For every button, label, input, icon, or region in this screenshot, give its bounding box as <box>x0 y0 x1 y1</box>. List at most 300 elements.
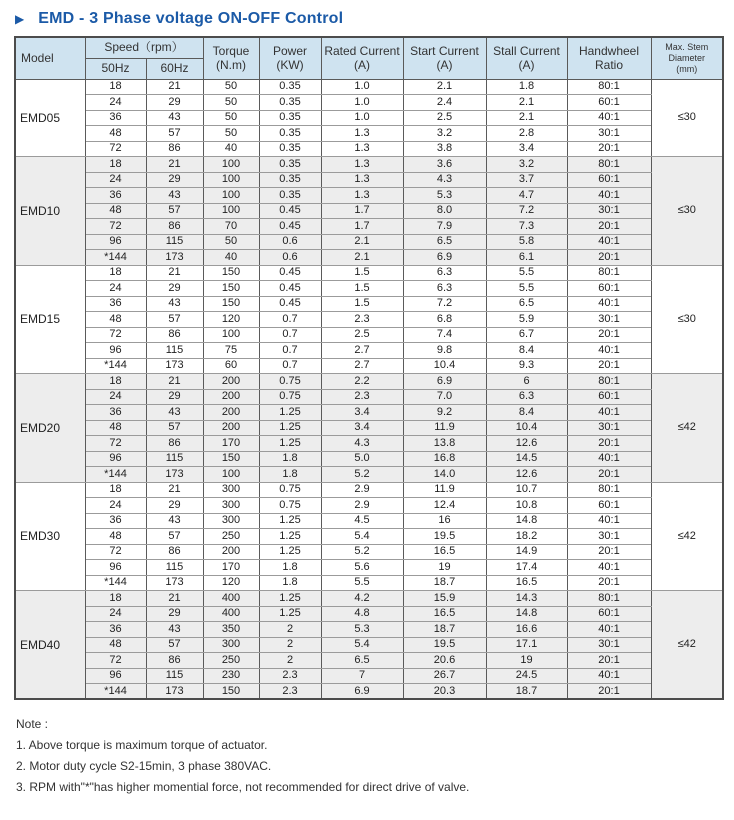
cell-rated-current: 1.3 <box>321 157 403 173</box>
cell-handwheel-ratio: 30:1 <box>567 420 651 436</box>
section-title-row <box>0 0 734 28</box>
cell-stall-current: 9.3 <box>486 358 567 374</box>
header-power <box>259 37 321 79</box>
cell-power: 1.25 <box>259 420 321 436</box>
cell-torque: 230 <box>203 668 259 684</box>
cell-power: 2.3 <box>259 684 321 700</box>
cell-torque: 150 <box>203 684 259 700</box>
cell-start-current: 7.4 <box>403 327 486 343</box>
cell-start-current: 2.4 <box>403 95 486 111</box>
cell-speed-60hz: 57 <box>146 529 203 545</box>
cell-stall-current: 19 <box>486 653 567 669</box>
cell-rated-current: 5.2 <box>321 544 403 560</box>
cell-handwheel-ratio: 30:1 <box>567 312 651 328</box>
table-row <box>15 513 723 529</box>
table-row <box>15 637 723 653</box>
cell-rated-current: 2.2 <box>321 374 403 390</box>
cell-speed-60hz: 21 <box>146 157 203 173</box>
cell-stall-current: 8.4 <box>486 405 567 421</box>
cell-torque: 100 <box>203 172 259 188</box>
table-row <box>15 498 723 514</box>
cell-speed-50hz: 96 <box>85 343 146 359</box>
cell-speed-50hz: 72 <box>85 436 146 452</box>
cell-stall-current: 5.5 <box>486 265 567 281</box>
table-row <box>15 312 723 328</box>
header-60hz: 60Hz <box>146 58 203 79</box>
cell-speed-50hz: 18 <box>85 265 146 281</box>
cell-torque: 350 <box>203 622 259 638</box>
cell-speed-60hz: 57 <box>146 126 203 142</box>
cell-torque: 150 <box>203 296 259 312</box>
cell-start-current: 9.2 <box>403 405 486 421</box>
cell-power: 1.25 <box>259 544 321 560</box>
max-stem-cell: ≤42 <box>651 591 723 700</box>
cell-speed-50hz: 24 <box>85 389 146 405</box>
cell-stall-current: 3.2 <box>486 157 567 173</box>
cell-speed-50hz: 36 <box>85 188 146 204</box>
cell-rated-current: 5.4 <box>321 529 403 545</box>
header-max-stem-line1: Max. Stem <box>665 42 709 53</box>
cell-power: 1.25 <box>259 529 321 545</box>
cell-handwheel-ratio: 30:1 <box>567 529 651 545</box>
cell-rated-current: 2.3 <box>321 312 403 328</box>
header-stall-current-line1: Stall Current <box>493 43 560 58</box>
cell-handwheel-ratio: 40:1 <box>567 622 651 638</box>
cell-power: 0.45 <box>259 219 321 235</box>
cell-rated-current: 2.5 <box>321 327 403 343</box>
cell-handwheel-ratio: 30:1 <box>567 126 651 142</box>
cell-start-current: 7.2 <box>403 296 486 312</box>
table-row <box>15 95 723 111</box>
table-row <box>15 482 723 498</box>
cell-speed-60hz: 173 <box>146 575 203 591</box>
cell-torque: 150 <box>203 265 259 281</box>
header-rated-current <box>321 37 403 79</box>
cell-rated-current: 5.6 <box>321 560 403 576</box>
cell-start-current: 6.3 <box>403 265 486 281</box>
cell-power: 0.7 <box>259 312 321 328</box>
cell-power: 0.35 <box>259 110 321 126</box>
cell-speed-50hz: 48 <box>85 637 146 653</box>
cell-stall-current: 10.4 <box>486 420 567 436</box>
table-row <box>15 606 723 622</box>
header-stall-current <box>486 37 567 79</box>
header-rated-current-line2: (A) <box>354 58 370 73</box>
cell-speed-50hz: 96 <box>85 560 146 576</box>
table-row <box>15 529 723 545</box>
cell-speed-60hz: 21 <box>146 79 203 95</box>
cell-handwheel-ratio: 30:1 <box>567 203 651 219</box>
cell-power: 2 <box>259 622 321 638</box>
cell-start-current: 3.2 <box>403 126 486 142</box>
cell-power: 1.25 <box>259 436 321 452</box>
cell-torque: 60 <box>203 358 259 374</box>
cell-power: 1.25 <box>259 606 321 622</box>
cell-speed-50hz: 72 <box>85 653 146 669</box>
cell-rated-current: 1.0 <box>321 95 403 111</box>
table-row <box>15 126 723 142</box>
cell-rated-current: 6.5 <box>321 653 403 669</box>
cell-stall-current: 5.9 <box>486 312 567 328</box>
cell-stall-current: 8.4 <box>486 343 567 359</box>
note-label: Note : <box>16 717 49 731</box>
cell-speed-60hz: 43 <box>146 513 203 529</box>
cell-power: 0.6 <box>259 234 321 250</box>
cell-start-current: 20.6 <box>403 653 486 669</box>
cell-stall-current: 5.5 <box>486 281 567 297</box>
cell-stall-current: 10.8 <box>486 498 567 514</box>
table-row <box>15 110 723 126</box>
cell-rated-current: 1.7 <box>321 203 403 219</box>
cell-power: 0.45 <box>259 265 321 281</box>
table-row <box>15 684 723 700</box>
cell-rated-current: 2.1 <box>321 234 403 250</box>
cell-rated-current: 1.7 <box>321 219 403 235</box>
cell-speed-60hz: 115 <box>146 560 203 576</box>
cell-rated-current: 1.0 <box>321 110 403 126</box>
cell-stall-current: 2.1 <box>486 110 567 126</box>
cell-power: 0.7 <box>259 358 321 374</box>
cell-torque: 200 <box>203 420 259 436</box>
table-row <box>15 436 723 452</box>
cell-power: 0.75 <box>259 374 321 390</box>
cell-power: 1.25 <box>259 591 321 607</box>
cell-handwheel-ratio: 40:1 <box>567 405 651 421</box>
cell-speed-50hz: 36 <box>85 110 146 126</box>
cell-speed-60hz: 173 <box>146 358 203 374</box>
table-row <box>15 157 723 173</box>
cell-handwheel-ratio: 40:1 <box>567 560 651 576</box>
cell-stall-current: 7.3 <box>486 219 567 235</box>
cell-start-current: 19.5 <box>403 637 486 653</box>
header-power-line2: (KW) <box>276 58 304 73</box>
cell-torque: 50 <box>203 95 259 111</box>
cell-power: 1.25 <box>259 513 321 529</box>
cell-stall-current: 3.7 <box>486 172 567 188</box>
header-stall-current-line2: (A) <box>518 58 535 73</box>
cell-start-current: 14.0 <box>403 467 486 483</box>
cell-stall-current: 14.8 <box>486 606 567 622</box>
cell-stall-current: 14.5 <box>486 451 567 467</box>
cell-torque: 70 <box>203 219 259 235</box>
cell-start-current: 26.7 <box>403 668 486 684</box>
cell-rated-current: 2.7 <box>321 343 403 359</box>
table-row <box>15 544 723 560</box>
cell-speed-50hz: 24 <box>85 281 146 297</box>
cell-speed-50hz: 72 <box>85 141 146 157</box>
cell-handwheel-ratio: 40:1 <box>567 513 651 529</box>
cell-handwheel-ratio: 60:1 <box>567 172 651 188</box>
table-row <box>15 219 723 235</box>
cell-handwheel-ratio: 60:1 <box>567 606 651 622</box>
cell-power: 0.75 <box>259 482 321 498</box>
cell-stall-current: 14.3 <box>486 591 567 607</box>
cell-speed-60hz: 43 <box>146 296 203 312</box>
table-row <box>15 79 723 95</box>
cell-stall-current: 6.5 <box>486 296 567 312</box>
cell-start-current: 6.8 <box>403 312 486 328</box>
cell-speed-60hz: 86 <box>146 653 203 669</box>
table-row <box>15 591 723 607</box>
cell-power: 1.25 <box>259 405 321 421</box>
cell-start-current: 2.5 <box>403 110 486 126</box>
cell-power: 0.45 <box>259 281 321 297</box>
cell-rated-current: 5.4 <box>321 637 403 653</box>
cell-speed-60hz: 21 <box>146 482 203 498</box>
note-item-3: 3. RPM with"*"has higher momential force, not recommended for direct drive of valve. <box>16 780 470 795</box>
table-row <box>15 281 723 297</box>
cell-torque: 250 <box>203 529 259 545</box>
header-model: Model <box>15 37 85 79</box>
cell-speed-60hz: 173 <box>146 467 203 483</box>
cell-stall-current: 16.5 <box>486 575 567 591</box>
header-handwheel-line2: Ratio <box>594 58 623 73</box>
cell-stall-current: 1.8 <box>486 79 567 95</box>
cell-handwheel-ratio: 80:1 <box>567 157 651 173</box>
cell-power: 0.35 <box>259 157 321 173</box>
cell-power: 0.35 <box>259 79 321 95</box>
cell-start-current: 19 <box>403 560 486 576</box>
cell-rated-current: 2.9 <box>321 498 403 514</box>
notes-section <box>16 717 734 796</box>
cell-speed-60hz: 57 <box>146 312 203 328</box>
cell-speed-60hz: 57 <box>146 420 203 436</box>
cell-power: 1.8 <box>259 575 321 591</box>
cell-rated-current: 5.2 <box>321 467 403 483</box>
cell-speed-50hz: *144 <box>85 467 146 483</box>
cell-power: 0.45 <box>259 203 321 219</box>
cell-speed-50hz: *144 <box>85 575 146 591</box>
cell-torque: 170 <box>203 436 259 452</box>
cell-torque: 100 <box>203 188 259 204</box>
cell-torque: 300 <box>203 513 259 529</box>
cell-speed-50hz: 96 <box>85 451 146 467</box>
cell-stall-current: 4.7 <box>486 188 567 204</box>
cell-speed-60hz: 86 <box>146 141 203 157</box>
table-row <box>15 560 723 576</box>
header-max-stem-diameter <box>651 37 723 79</box>
cell-stall-current: 12.6 <box>486 436 567 452</box>
cell-start-current: 6.5 <box>403 234 486 250</box>
cell-handwheel-ratio: 60:1 <box>567 281 651 297</box>
cell-handwheel-ratio: 20:1 <box>567 653 651 669</box>
model-cell: EMD05 <box>15 79 85 157</box>
cell-start-current: 3.6 <box>403 157 486 173</box>
cell-rated-current: 5.5 <box>321 575 403 591</box>
table-row <box>15 141 723 157</box>
cell-power: 1.8 <box>259 560 321 576</box>
cell-speed-60hz: 29 <box>146 95 203 111</box>
spec-table <box>14 36 724 700</box>
cell-stall-current: 18.7 <box>486 684 567 700</box>
cell-speed-50hz: 72 <box>85 219 146 235</box>
table-row <box>15 622 723 638</box>
table-row <box>15 389 723 405</box>
table-row <box>15 358 723 374</box>
note-item-2: 2. Motor duty cycle S2-15min, 3 phase 380VAC. <box>16 759 272 774</box>
table-row <box>15 327 723 343</box>
cell-torque: 100 <box>203 327 259 343</box>
cell-stall-current: 14.8 <box>486 513 567 529</box>
cell-speed-50hz: *144 <box>85 250 146 266</box>
cell-power: 0.35 <box>259 95 321 111</box>
cell-speed-50hz: 18 <box>85 374 146 390</box>
header-handwheel-line1: Handwheel <box>578 43 640 58</box>
header-torque-line2: (N.m) <box>216 58 246 73</box>
cell-speed-50hz: 72 <box>85 544 146 560</box>
cell-rated-current: 6.9 <box>321 684 403 700</box>
cell-rated-current: 4.8 <box>321 606 403 622</box>
cell-stall-current: 10.7 <box>486 482 567 498</box>
cell-speed-60hz: 115 <box>146 668 203 684</box>
cell-handwheel-ratio: 60:1 <box>567 389 651 405</box>
cell-start-current: 10.4 <box>403 358 486 374</box>
header-50hz: 50Hz <box>85 58 146 79</box>
cell-power: 0.35 <box>259 188 321 204</box>
cell-speed-60hz: 29 <box>146 172 203 188</box>
cell-speed-60hz: 21 <box>146 374 203 390</box>
max-stem-cell: ≤30 <box>651 157 723 266</box>
cell-start-current: 16 <box>403 513 486 529</box>
cell-handwheel-ratio: 20:1 <box>567 544 651 560</box>
table-row <box>15 467 723 483</box>
model-cell: EMD20 <box>15 374 85 483</box>
cell-torque: 400 <box>203 591 259 607</box>
cell-speed-50hz: 24 <box>85 172 146 188</box>
cell-start-current: 19.5 <box>403 529 486 545</box>
cell-rated-current: 7 <box>321 668 403 684</box>
cell-stall-current: 6.3 <box>486 389 567 405</box>
cell-power: 0.45 <box>259 296 321 312</box>
cell-power: 0.35 <box>259 126 321 142</box>
cell-power: 1.8 <box>259 467 321 483</box>
cell-stall-current: 14.9 <box>486 544 567 560</box>
triangle-bullet-icon: ▶ <box>15 12 25 26</box>
cell-rated-current: 3.4 <box>321 420 403 436</box>
header-start-current-line1: Start Current <box>410 43 479 58</box>
cell-speed-50hz: 18 <box>85 482 146 498</box>
cell-speed-60hz: 43 <box>146 405 203 421</box>
table-row <box>15 653 723 669</box>
cell-speed-50hz: 36 <box>85 296 146 312</box>
table-row <box>15 250 723 266</box>
cell-power: 0.75 <box>259 498 321 514</box>
table-row <box>15 405 723 421</box>
cell-handwheel-ratio: 20:1 <box>567 467 651 483</box>
cell-torque: 120 <box>203 312 259 328</box>
cell-rated-current: 4.3 <box>321 436 403 452</box>
cell-power: 0.35 <box>259 141 321 157</box>
cell-power: 2.3 <box>259 668 321 684</box>
model-cell: EMD10 <box>15 157 85 266</box>
cell-speed-60hz: 43 <box>146 110 203 126</box>
cell-start-current: 12.4 <box>403 498 486 514</box>
cell-start-current: 5.3 <box>403 188 486 204</box>
cell-stall-current: 2.8 <box>486 126 567 142</box>
cell-handwheel-ratio: 20:1 <box>567 436 651 452</box>
cell-handwheel-ratio: 80:1 <box>567 482 651 498</box>
cell-speed-50hz: 36 <box>85 405 146 421</box>
cell-rated-current: 1.3 <box>321 126 403 142</box>
cell-start-current: 16.5 <box>403 544 486 560</box>
cell-rated-current: 4.5 <box>321 513 403 529</box>
cell-handwheel-ratio: 40:1 <box>567 188 651 204</box>
cell-torque: 300 <box>203 482 259 498</box>
table-row <box>15 343 723 359</box>
cell-torque: 100 <box>203 157 259 173</box>
cell-power: 0.7 <box>259 327 321 343</box>
cell-speed-60hz: 86 <box>146 544 203 560</box>
header-power-line1: Power <box>272 43 307 58</box>
cell-rated-current: 5.0 <box>321 451 403 467</box>
cell-start-current: 6.9 <box>403 250 486 266</box>
table-row <box>15 203 723 219</box>
cell-stall-current: 24.5 <box>486 668 567 684</box>
cell-torque: 150 <box>203 281 259 297</box>
cell-torque: 75 <box>203 343 259 359</box>
cell-speed-50hz: *144 <box>85 358 146 374</box>
cell-speed-50hz: 72 <box>85 327 146 343</box>
model-cell: EMD40 <box>15 591 85 700</box>
header-speed-group: Speed（rpm） <box>85 37 203 58</box>
cell-speed-60hz: 21 <box>146 591 203 607</box>
header-rated-current-line1: Rated Current <box>324 43 400 58</box>
cell-handwheel-ratio: 40:1 <box>567 296 651 312</box>
cell-stall-current: 2.1 <box>486 95 567 111</box>
cell-speed-60hz: 43 <box>146 622 203 638</box>
cell-speed-50hz: 96 <box>85 234 146 250</box>
cell-start-current: 2.1 <box>403 79 486 95</box>
cell-torque: 150 <box>203 451 259 467</box>
cell-start-current: 18.7 <box>403 575 486 591</box>
table-row <box>15 451 723 467</box>
table-row <box>15 188 723 204</box>
cell-torque: 50 <box>203 126 259 142</box>
cell-stall-current: 17.1 <box>486 637 567 653</box>
table-row <box>15 420 723 436</box>
table-body <box>15 79 723 699</box>
table-row <box>15 234 723 250</box>
cell-speed-50hz: 18 <box>85 79 146 95</box>
model-cell: EMD30 <box>15 482 85 591</box>
note-item-1: 1. Above torque is maximum torque of actuator. <box>16 738 268 752</box>
header-torque-line1: Torque <box>212 43 250 58</box>
header-handwheel-ratio <box>567 37 651 79</box>
cell-handwheel-ratio: 40:1 <box>567 668 651 684</box>
cell-handwheel-ratio: 40:1 <box>567 110 651 126</box>
cell-start-current: 16.5 <box>403 606 486 622</box>
cell-speed-60hz: 57 <box>146 203 203 219</box>
cell-power: 1.8 <box>259 451 321 467</box>
cell-start-current: 3.8 <box>403 141 486 157</box>
cell-start-current: 7.9 <box>403 219 486 235</box>
cell-torque: 200 <box>203 405 259 421</box>
cell-stall-current: 6 <box>486 374 567 390</box>
cell-speed-50hz: 96 <box>85 668 146 684</box>
cell-stall-current: 7.2 <box>486 203 567 219</box>
cell-rated-current: 2.9 <box>321 482 403 498</box>
cell-speed-60hz: 115 <box>146 234 203 250</box>
cell-speed-50hz: 48 <box>85 126 146 142</box>
max-stem-cell: ≤42 <box>651 374 723 483</box>
cell-handwheel-ratio: 60:1 <box>567 498 651 514</box>
cell-start-current: 11.9 <box>403 482 486 498</box>
cell-rated-current: 2.7 <box>321 358 403 374</box>
cell-start-current: 8.0 <box>403 203 486 219</box>
cell-torque: 200 <box>203 374 259 390</box>
cell-rated-current: 3.4 <box>321 405 403 421</box>
page-title: EMD - 3 Phase voltage ON-OFF Control <box>38 10 344 27</box>
